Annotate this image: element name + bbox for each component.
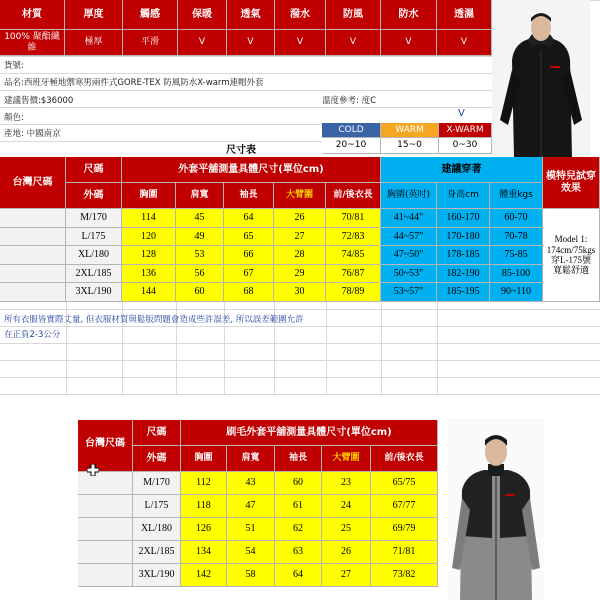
t1-row-0-rec-1: 160-170 bbox=[437, 209, 490, 228]
t2-row-1-val-4: 67/77 bbox=[371, 495, 438, 518]
t2-col-1: 肩寬 bbox=[227, 446, 275, 472]
t2-row-3-val-0: 134 bbox=[181, 541, 227, 564]
t1-row-blank-4 bbox=[0, 283, 66, 302]
t2-row-4-val-4: 73/82 bbox=[371, 564, 438, 587]
t1-row-1-val-1: 49 bbox=[176, 228, 224, 247]
t1-row-4-val-4: 78/89 bbox=[326, 283, 381, 302]
t1-row-1-val-3: 27 bbox=[274, 228, 326, 247]
value-0: 100% 聚酯纖維 bbox=[0, 30, 65, 56]
header-8: 透濕 bbox=[437, 0, 492, 30]
temp-label-0: COLD bbox=[322, 123, 381, 138]
color-label: 顏色: bbox=[4, 113, 24, 123]
t2-row-3-val-1: 54 bbox=[227, 541, 275, 564]
temp-range-2: 0~30 bbox=[439, 138, 492, 154]
grid-row-line bbox=[0, 309, 600, 310]
header-6: 防風 bbox=[326, 0, 381, 30]
t2-measure-title: 刷毛外套平舖測量具體尺寸(單位cm) bbox=[181, 420, 438, 446]
t1-row-4-val-3: 30 bbox=[274, 283, 326, 302]
cursor-cross-icon bbox=[87, 461, 99, 473]
grid-row-line bbox=[0, 343, 600, 344]
grid-row-line bbox=[0, 326, 600, 327]
t1-row-size-4: 3XL/190 bbox=[66, 283, 122, 302]
temp-range-0: 20~10 bbox=[322, 138, 381, 154]
grid-row-line bbox=[0, 394, 600, 395]
temp-label-1: WARM bbox=[381, 123, 439, 138]
t2-row-blank-4 bbox=[78, 564, 133, 587]
measurement-note-line2: 在正負2-3公分 bbox=[4, 330, 61, 340]
t2-col-3: 大臂圍 bbox=[322, 446, 371, 472]
t1-rec-title: 建議穿著 bbox=[381, 157, 543, 183]
header-7: 防水 bbox=[381, 0, 437, 30]
t1-row-3-val-0: 136 bbox=[122, 265, 176, 284]
product-name: 品名:西班牙極地禦寒男兩件式GORE-TEX 防風防水X-warm連帽外套 bbox=[4, 78, 264, 88]
t1-row-2-rec-1: 178-185 bbox=[437, 246, 490, 265]
t2-row-0-val-1: 43 bbox=[227, 472, 275, 495]
header-4: 透氣 bbox=[227, 0, 275, 30]
t1-row-3-val-3: 29 bbox=[274, 265, 326, 284]
header-0: 材質 bbox=[0, 0, 65, 30]
t1-col-2: 袖長 bbox=[224, 183, 274, 209]
value-7: V bbox=[381, 30, 437, 56]
t2-row-2-val-2: 62 bbox=[275, 518, 322, 541]
t2-row-2-val-0: 126 bbox=[181, 518, 227, 541]
t1-model-note: Model 1: 174cm/75kgs 穿L-175號 寬鬆舒適 bbox=[543, 209, 600, 302]
model-photo-jacket bbox=[492, 0, 590, 157]
header-5: 潑水 bbox=[275, 0, 326, 30]
t1-row-0-val-3: 26 bbox=[274, 209, 326, 228]
grid-col-line bbox=[437, 298, 438, 394]
t1-col-3: 大臂圍 bbox=[274, 183, 326, 209]
suggested-price: 建議售價:$36000 bbox=[4, 96, 74, 106]
temp-label-2: X-WARM bbox=[439, 123, 492, 138]
t1-row-3-rec-0: 50~53" bbox=[381, 265, 437, 284]
grid-row-line bbox=[0, 377, 600, 378]
temperature-reference-label: 溫度參考: 度C bbox=[322, 96, 377, 106]
t1-row-3-rec-2: 85-100 bbox=[490, 265, 543, 284]
grid-row-line bbox=[0, 56, 492, 57]
t2-row-4-val-2: 64 bbox=[275, 564, 322, 587]
t1-row-2-rec-2: 75-85 bbox=[490, 246, 543, 265]
size-table-title: 尺寸表 bbox=[226, 145, 256, 156]
model-photo-fleece bbox=[448, 418, 544, 600]
t1-row-2-val-1: 53 bbox=[176, 246, 224, 265]
t1-waist-label: 外碼 bbox=[66, 183, 122, 209]
t1-row-2-val-3: 28 bbox=[274, 246, 326, 265]
t1-rec-col-0: 胸圍(英吋) bbox=[381, 183, 437, 209]
t2-col-4: 前/後衣長 bbox=[371, 446, 438, 472]
t2-row-size-3: 2XL/185 bbox=[133, 541, 181, 564]
t1-row-1-rec-1: 170-180 bbox=[437, 228, 490, 247]
t2-row-0-val-0: 112 bbox=[181, 472, 227, 495]
t1-row-3-val-4: 76/87 bbox=[326, 265, 381, 284]
t2-row-3-val-3: 26 bbox=[322, 541, 371, 564]
grid-col-line bbox=[326, 298, 327, 394]
t2-col-2: 袖長 bbox=[275, 446, 322, 472]
t1-row-0-val-1: 45 bbox=[176, 209, 224, 228]
t2-col-0: 胸圍 bbox=[181, 446, 227, 472]
grid-col-line bbox=[381, 298, 382, 394]
t2-row-blank-2 bbox=[78, 518, 133, 541]
t2-row-size-4: 3XL/190 bbox=[133, 564, 181, 587]
t2-row-1-val-1: 47 bbox=[227, 495, 275, 518]
grid-row-line bbox=[0, 90, 492, 91]
t1-row-blank-2 bbox=[0, 246, 66, 265]
t2-waist-label: 外碼 bbox=[133, 446, 181, 472]
t1-row-1-val-4: 72/83 bbox=[326, 228, 381, 247]
t2-row-1-val-0: 118 bbox=[181, 495, 227, 518]
t1-row-size-3: 2XL/185 bbox=[66, 265, 122, 284]
t2-row-0-val-4: 65/75 bbox=[371, 472, 438, 495]
grid-row-line bbox=[0, 360, 600, 361]
temperature-check-mark: V bbox=[458, 108, 465, 119]
header-2: 觸感 bbox=[123, 0, 178, 30]
value-6: V bbox=[326, 30, 381, 56]
t2-row-4-val-1: 58 bbox=[227, 564, 275, 587]
t2-row-4-val-0: 142 bbox=[181, 564, 227, 587]
t2-tw-size-label: 台灣尺碼 bbox=[78, 420, 133, 472]
t2-row-3-val-4: 71/81 bbox=[371, 541, 438, 564]
t1-row-blank-3 bbox=[0, 265, 66, 284]
t2-row-2-val-4: 69/79 bbox=[371, 518, 438, 541]
t1-row-4-rec-2: 90~110 bbox=[490, 283, 543, 302]
t1-row-0-rec-2: 60-70 bbox=[490, 209, 543, 228]
t2-row-blank-1 bbox=[78, 495, 133, 518]
t1-row-1-rec-0: 44~57" bbox=[381, 228, 437, 247]
t2-row-0-val-3: 23 bbox=[322, 472, 371, 495]
t1-row-1-val-2: 65 bbox=[224, 228, 274, 247]
temp-range-1: 15~0 bbox=[381, 138, 439, 154]
t1-row-4-val-0: 144 bbox=[122, 283, 176, 302]
t1-row-0-rec-0: 41~44" bbox=[381, 209, 437, 228]
t1-col-0: 胸圍 bbox=[122, 183, 176, 209]
value-4: V bbox=[227, 30, 275, 56]
t1-model-title: 模特兒試穿效果 bbox=[543, 157, 600, 209]
value-2: 平滑 bbox=[123, 30, 178, 56]
value-3: V bbox=[178, 30, 227, 56]
grid-row-line bbox=[0, 107, 492, 108]
t2-row-size-1: L/175 bbox=[133, 495, 181, 518]
header-1: 厚度 bbox=[65, 0, 123, 30]
item-number-label: 貨號: bbox=[4, 61, 24, 71]
t1-row-3-val-1: 56 bbox=[176, 265, 224, 284]
t1-row-size-1: L/175 bbox=[66, 228, 122, 247]
t1-row-4-rec-1: 185-195 bbox=[437, 283, 490, 302]
t1-row-4-val-2: 68 bbox=[224, 283, 274, 302]
t1-row-0-val-4: 70/81 bbox=[326, 209, 381, 228]
t2-row-size-2: XL/180 bbox=[133, 518, 181, 541]
t1-row-size-2: XL/180 bbox=[66, 246, 122, 265]
t2-row-2-val-3: 25 bbox=[322, 518, 371, 541]
t1-tw-size-label: 台灣尺碼 bbox=[0, 157, 66, 209]
header-3: 保暖 bbox=[178, 0, 227, 30]
t1-row-0-val-2: 64 bbox=[224, 209, 274, 228]
t1-row-2-rec-0: 47~50" bbox=[381, 246, 437, 265]
t1-row-3-val-2: 67 bbox=[224, 265, 274, 284]
t2-row-1-val-3: 24 bbox=[322, 495, 371, 518]
grid-row-line bbox=[0, 73, 492, 74]
t1-row-2-val-0: 128 bbox=[122, 246, 176, 265]
t1-row-1-rec-2: 70-78 bbox=[490, 228, 543, 247]
t2-row-size-0: M/170 bbox=[133, 472, 181, 495]
t1-row-1-val-0: 120 bbox=[122, 228, 176, 247]
t1-size-label: 尺碼 bbox=[66, 157, 122, 183]
t1-rec-col-2: 體重kgs bbox=[490, 183, 543, 209]
t1-row-4-rec-0: 53~57" bbox=[381, 283, 437, 302]
t1-rec-col-1: 身高cm bbox=[437, 183, 490, 209]
measurement-note-line1: 所有衣服皆實際丈量, 但衣服材質與鬆版問題會造成些許誤差, 所以誤差範圍允許 bbox=[4, 315, 304, 325]
value-5: V bbox=[275, 30, 326, 56]
t1-row-3-rec-1: 182-190 bbox=[437, 265, 490, 284]
t1-row-2-val-2: 66 bbox=[224, 246, 274, 265]
t1-row-2-val-4: 74/85 bbox=[326, 246, 381, 265]
t1-row-4-val-1: 60 bbox=[176, 283, 224, 302]
t1-row-0-val-0: 114 bbox=[122, 209, 176, 228]
t1-col-1: 肩寬 bbox=[176, 183, 224, 209]
t1-measure-title: 外套平舖測量具體尺寸(單位cm) bbox=[122, 157, 381, 183]
t2-row-4-val-3: 27 bbox=[322, 564, 371, 587]
t1-row-blank-1 bbox=[0, 228, 66, 247]
t2-row-3-val-2: 63 bbox=[275, 541, 322, 564]
t2-row-1-val-2: 61 bbox=[275, 495, 322, 518]
value-8: V bbox=[437, 30, 492, 56]
origin-label: 產地: 中國南京 bbox=[4, 129, 61, 139]
t1-row-size-0: M/170 bbox=[66, 209, 122, 228]
t2-row-blank-3 bbox=[78, 541, 133, 564]
value-1: 極厚 bbox=[65, 30, 123, 56]
t2-row-2-val-1: 51 bbox=[227, 518, 275, 541]
t2-row-0-val-2: 60 bbox=[275, 472, 322, 495]
t2-size-label: 尺碼 bbox=[133, 420, 181, 446]
t1-col-4: 前/後衣長 bbox=[326, 183, 381, 209]
t1-row-blank-0 bbox=[0, 209, 66, 228]
